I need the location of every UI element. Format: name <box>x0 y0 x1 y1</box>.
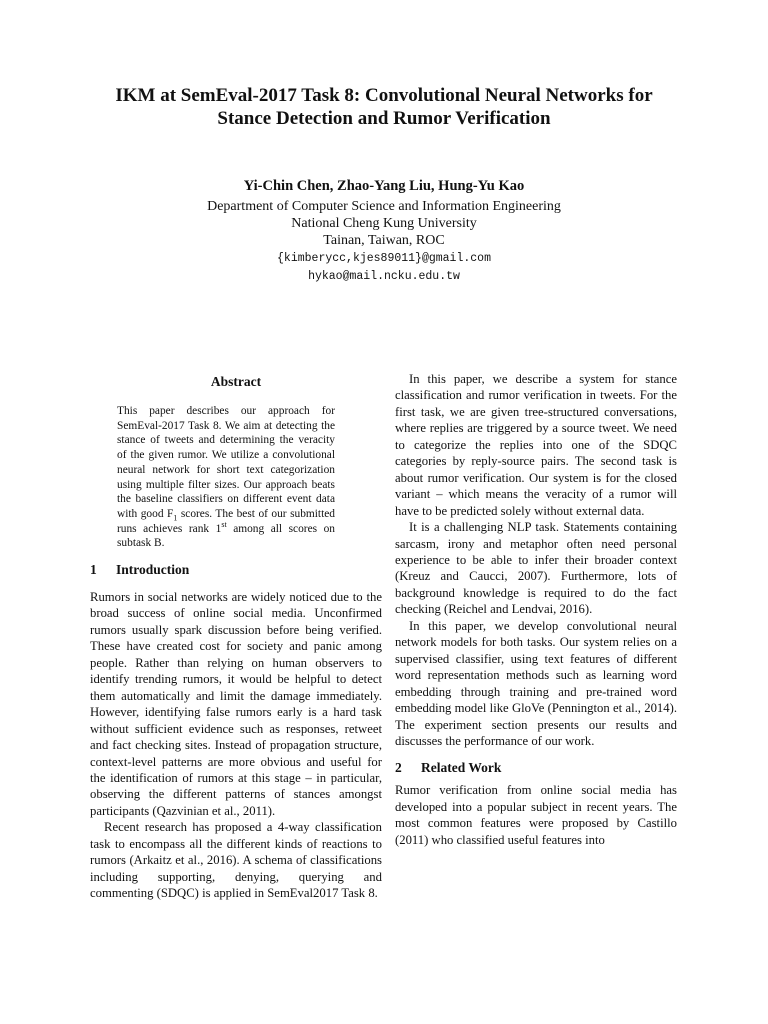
section-heading-related-work <box>395 759 677 777</box>
intro-paragraph-5: In this paper, we develop convolutional neural network models for both tasks. Our system relies on a supervised classifier, using text features of different word representation methods such as learning word embedding through training and pre-trained word embedding model like GloVe (Pennington et al., 2014). The experiment section presents our results and discusses the performance of our work. <box>395 618 677 748</box>
related-paragraph-1: Rumor verification from online social media has developed into a popular subject in recent years. The most common features were proposed by Castillo (2011) who classified useful features into <box>395 783 677 847</box>
email-address-1: {kimberycc,kjes89011}@gmail.com <box>277 252 491 265</box>
paper-title-line-2: Stance Detection and Rumor Verification <box>217 108 551 129</box>
right-column <box>395 371 677 848</box>
affiliation-department: Department of Computer Science and Information Engineering <box>207 199 561 214</box>
paper-title <box>80 84 688 130</box>
section-number: 2 <box>395 760 402 776</box>
section-title: Related Work <box>421 760 502 776</box>
section-number: 1 <box>90 562 97 578</box>
section-heading-introduction <box>90 561 382 579</box>
abstract-text-part-3: among all scores on subtask B. <box>117 522 335 550</box>
affiliation-block <box>80 198 688 285</box>
intro-paragraph-2: Recent research has proposed a 4-way classification task to encompass all the different kinds of reactions to rumors (Arkaitz et al., 2016). A schema of classifications including supporting, denying, querying and commenting (SDQC) is applied in SemEval2017 Task 8. <box>90 820 382 901</box>
author-list: Yi-Chin Chen, Zhao-Yang Liu, Hung-Yu Kao <box>243 178 525 194</box>
intro-paragraph-4: It is a challenging NLP task. Statements containing sarcasm, irony and metaphor often need personal experience to be able to infer their broader context (Kreuz and Caucci, 2007). Furthermore, lots of background knowledge is required to do the fact checking (Reichel and Lendvai, 2016). <box>395 520 677 617</box>
abstract-text-part-1: This paper describes our approach for SemEval-2017 Task 8. We aim at detecting the stance of tweets and determining the veracity of the given rumor. We utilize a convolutional neural network for short text categorization using multiple filter sizes. Our approach beats the baseline classifiers on different event data with good F <box>117 405 335 520</box>
abstract-heading: Abstract <box>210 374 262 389</box>
section-title: Introduction <box>116 562 190 578</box>
affiliation-location: Tainan, Taiwan, ROC <box>323 233 445 248</box>
abstract-text-part-2: scores. The best of our submitted runs achieves rank 1 <box>117 507 336 535</box>
abstract-text <box>117 404 335 551</box>
rank-superscript: st <box>221 519 227 529</box>
intro-paragraph-1: Rumors in social networks are widely noticed due to the broad success of online social media. Unconfirmed rumors usually spark discussion before being verified. These have created cost for society and panic among people. Rather than relying on human observers to identify trending rumors, it would be helpful to detect them automatically and limit the damage immediately. However, identifying false rumors early is a hard task without sufficient evidence such as responses, retweet and fact checking sites. Instead of propagation structure, context-level patterns are more obvious and useful for the identification of rumors at this stage – in particular, observing the different patterns of stances amongst participants (Qazvinian et al., 2011). <box>90 590 382 818</box>
left-column <box>90 370 382 902</box>
email-address-2: hykao@mail.ncku.edu.tw <box>308 270 460 283</box>
affiliation-university: National Cheng Kung University <box>291 216 477 231</box>
f-score-subscript: 1 <box>173 513 178 523</box>
intro-paragraph-3: In this paper, we describe a system for stance classification and rumor verification in tweets. For the first task, we are given tree-structured conversations, where replies are triggered by a source tweet. We need to categorize the replies into one of the SDQC categories by reply-source pairs. The second task is about rumor verification. Our system is for the closed variant – which means the veracity of a rumor will have to be predicted solely without external data. <box>395 372 677 518</box>
paper-title-line-1: IKM at SemEval-2017 Task 8: Convolutional Neural Networks for <box>115 85 653 106</box>
